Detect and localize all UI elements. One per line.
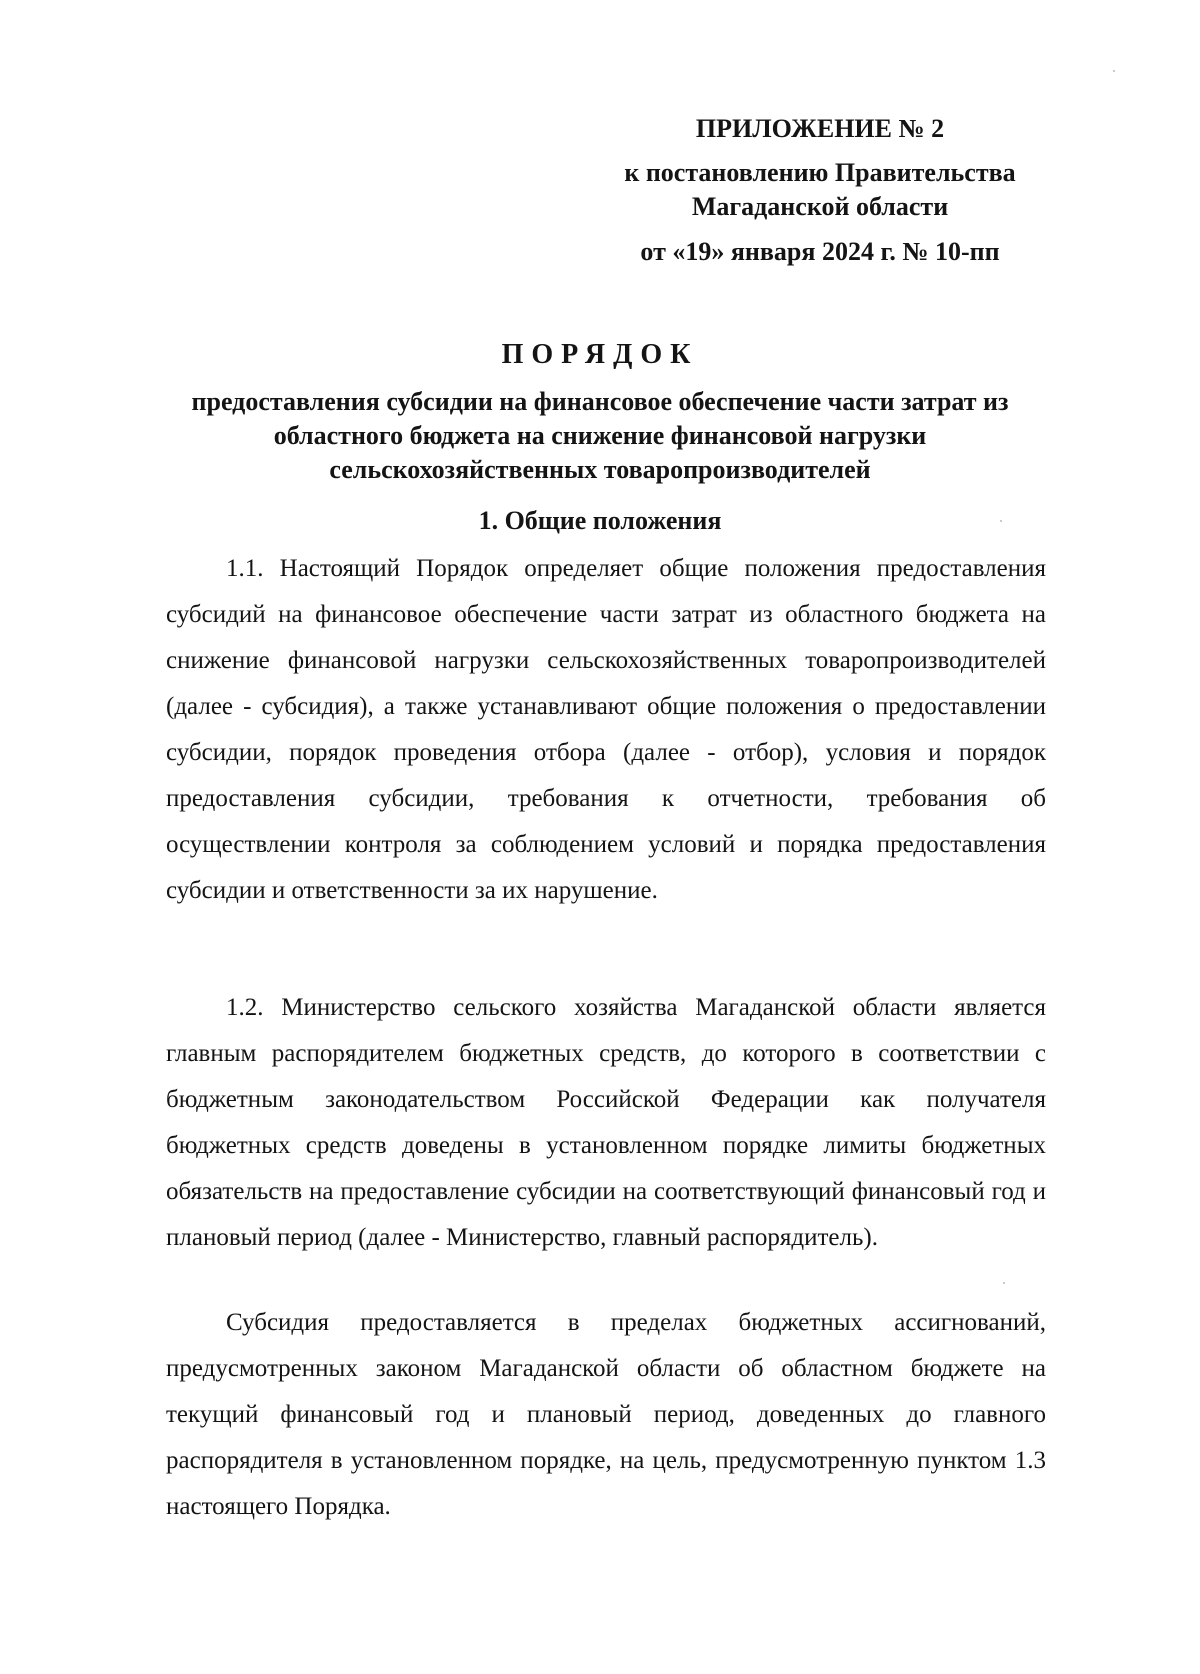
scan-speck: [1003, 1282, 1005, 1284]
paragraph-1-1: 1.1. Настоящий Порядок определяет общие положения предоставления субсидий на финансовое обеспечение части затрат из областного бюджета на снижение финансовой нагрузки сельскохозяйственных товаропроизводителей (далее - субсидия), а также устанавливают общие положения о предоставлении субсидии, порядок проведения отбора (далее - отбор), условия и порядок предоставления субсидии, требования к отчетности, требования об осуществлении контроля за соблюдением условий и порядка предоставления субсидии и ответственности за их нарушение.: [166, 555, 1046, 904]
paragraph-1-2: 1.2. Министерство сельского хозяйства Магаданской области является главным распорядителем бюджетных средств, до которого в соответствии с бюджетным законодательством Российской Федерации как получателя бюджетных средств доведены в установленном порядке лимиты бюджетных обязательств на предоставление субсидии на соответствующий финансовый год и плановый период (далее - Министерство, главный распорядитель).: [166, 994, 1046, 1251]
annex-reference-line: к постановлению Правительства: [624, 158, 1016, 187]
scan-speck: [1113, 70, 1115, 72]
annex-region-line: Магаданской области: [691, 192, 949, 221]
document-subtitle: предоставления субсидии на финансовое обеспечение части затрат из областного бюджета на снижение финансовой нагрузки сельскохозяйственных товаропроизводителей: [191, 387, 1009, 484]
annex-title: ПРИЛОЖЕНИЕ № 2: [695, 114, 945, 143]
annex-date-number: от «19» января 2024 г. № 10-пп: [640, 237, 1000, 266]
scan-speck: [1000, 520, 1002, 522]
document-title: ПОРЯДОК: [501, 339, 699, 370]
paragraph-subsidy-limits: Субсидия предоставляется в пределах бюджетных ассигнований, предусмотренных законом Магаданской области об областном бюджете на текущий финансовый год и плановый период, доведенных до главного распорядителя в установленном порядке, на цель, предусмотренную пунктом 1.3 настоящего Порядка.: [166, 1309, 1046, 1520]
section-heading: 1. Общие положения: [478, 506, 722, 535]
